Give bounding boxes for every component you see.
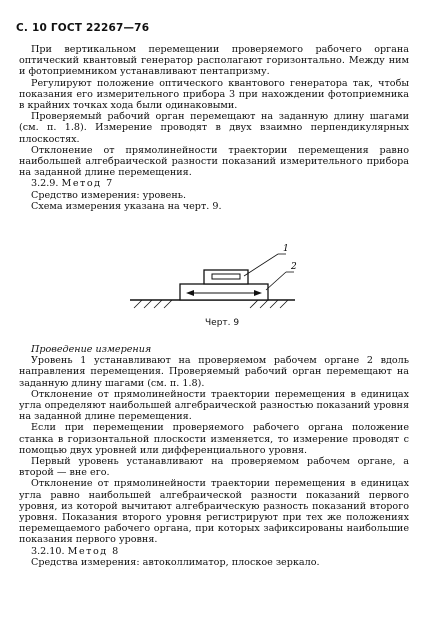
page-header: С. 10 ГОСТ 22267—76 <box>16 22 150 34</box>
figure-caption: Черт. 9 <box>205 318 240 328</box>
paragraph: Регулируют положение оптического квантового генератора так, чтобы показания его измерительного прибора 3 при нахождении фотоприемника в крайних точках хода были одинаковыми. <box>19 77 409 112</box>
figure-label-1: 1 <box>283 244 289 254</box>
figure-9-diagram <box>120 238 320 330</box>
section-number: 3.2.10. <box>31 545 65 557</box>
paragraph: Отклонение от прямолинейности траектории перемещения в единицах угла равно наибольшей алгебраической разности показаний первого уровня, из которой вычитают алгебраическую разность показаний второго уровня. Показания второго уровня регистрируют при тех же положениях перемещаемого рабочего органа, при которых зафиксированы наибольшие показания первого уровня. <box>19 478 409 546</box>
paragraph: Если при перемещении проверяемого рабочего органа положение станка в горизонтальной плоскости изменяется, то измерение проводят с помощью двух уровней или дифференциального уровня. <box>19 422 409 456</box>
paragraph: Уровень 1 устанавливают на проверяемом рабочем органе 2 вдоль направления перемещения. Проверяемый рабочий орган перемещают на заданную длину шагами (см. п. 1.8). <box>19 355 409 389</box>
paragraph: Схема измерения указана на черт. 9. <box>31 200 222 212</box>
paragraph: Средства измерения: автоколлиматор, плоское зеркало. <box>31 556 320 568</box>
paragraph: Отклонение от прямолинейности траектории перемещения равно наибольшей алгебраической разности показаний измерительного прибора на заданной длине перемещения. <box>19 144 409 179</box>
procedure-heading: Проведение измерения <box>31 344 152 355</box>
section-title: Метод 7 <box>61 178 114 190</box>
figure-label-2: 2 <box>291 262 297 272</box>
paragraph: Первый уровень устанавливают на проверяемом рабочем органе, а второй — вне его. <box>19 456 409 479</box>
paragraph: При вертикальном перемещении проверяемого рабочего органа оптический квантовый генератор располагают горизонтально. Между ним и фотоприемником устанавливают пентапризму. <box>19 44 409 78</box>
text-block-bottom <box>19 344 409 568</box>
section-heading-3-2-10 <box>19 546 409 557</box>
paragraph: Средство измерения: уровень. <box>31 189 186 201</box>
paragraph: Проверяемый рабочий орган перемещают на заданную длину шагами (см. п. 1.8). Измерение проводят в двух взаимно перпендикулярных плоскостях. <box>19 111 409 145</box>
section-heading-3-2-9 <box>19 178 409 189</box>
section-title: Метод 8 <box>67 545 120 557</box>
text-block-top <box>19 44 409 212</box>
section-number: 3.2.9. <box>31 178 59 190</box>
paragraph: Отклонение от прямолинейности траектории перемещения в единицах угла определяют наибольшей алгебраической разностью показаний уровня на заданной длине перемещения. <box>19 388 409 423</box>
